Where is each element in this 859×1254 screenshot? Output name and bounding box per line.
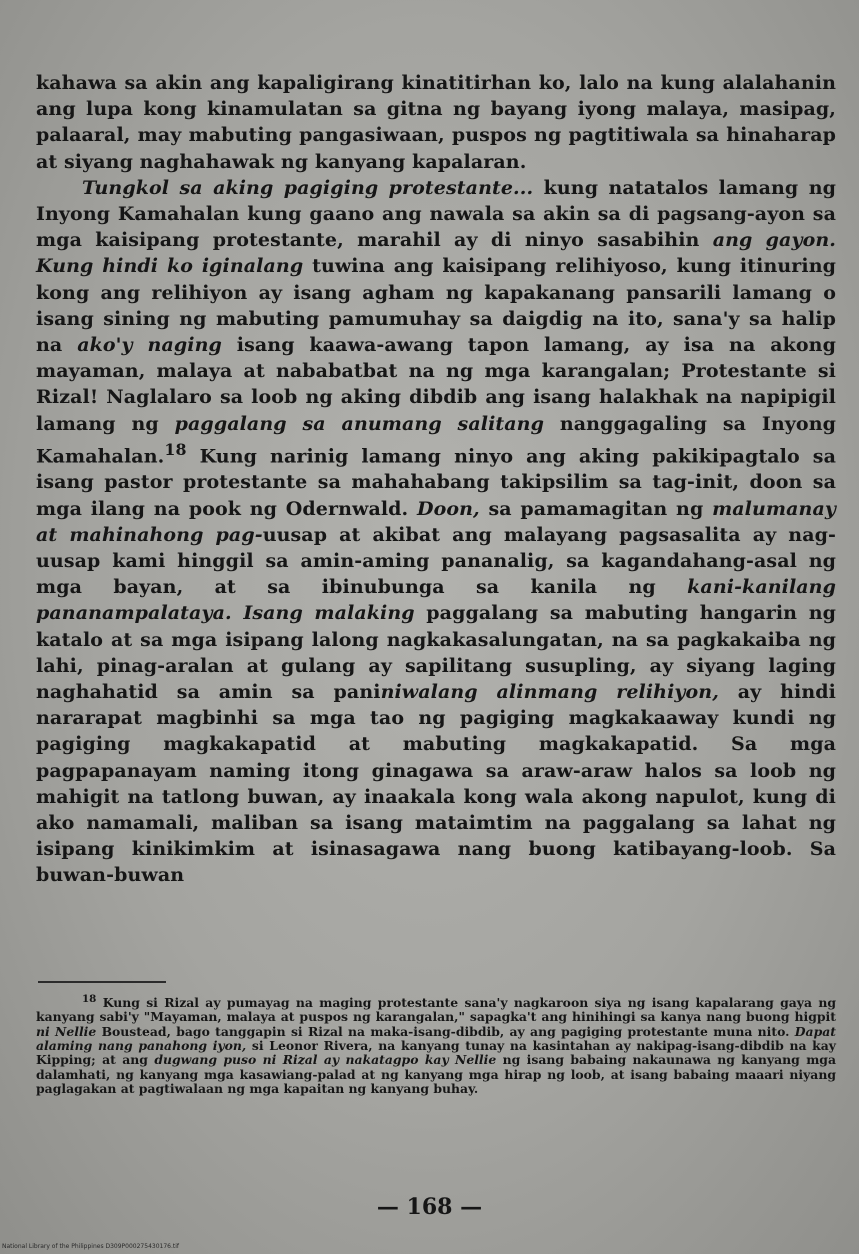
italic-span: dugwang puso ni Rizal ay nakatagpo kay Nellie bbox=[154, 1052, 497, 1068]
footnote bbox=[36, 992, 836, 1096]
footnote-marker: 18 bbox=[82, 993, 97, 1005]
text-span: uusap at akibat ang malayang pagsasalita ay nag-uusap kami hinggil sa amin-aming pananalig, sa kagandahang-asal ng mga bayan, at sa ibinubunga sa kanila ng bbox=[36, 523, 836, 599]
text-span: tuwina ang kaisipang relihiyoso, kung itinuring kong ang relihiyon ay isang agham ng kapakanang pansarili lamang o isang sining ng mabuting pamumuhay sa daigdig na ito, sana'y sa halip na bbox=[36, 255, 836, 357]
footnote-divider bbox=[38, 981, 166, 983]
page-number: — 168 — bbox=[376, 1194, 483, 1220]
paragraph-2 bbox=[36, 175, 836, 889]
footnote-18 bbox=[36, 992, 836, 1096]
text-span: Kung si Rizal ay pumayag na maging protestante sana'y nagkaroon siya ng isang kapalarang gaya ng kanyang sabi'y "Mayaman, malaya at puspos ng karangalan," sapagka't ang hinihingi sa kanya nang buong higpit bbox=[36, 995, 836, 1025]
text-span: kung natatalos lamang ng Inyong Kamahalan kung gaano ang nawala sa akin sa di pagsang-ayon sa mga kaisipang protestante, marahil ay di ninyo sasabihin bbox=[36, 176, 836, 252]
italic-span: ako'y naging bbox=[77, 334, 222, 357]
text-span: Boustead, bago tanggapin si Rizal na maka-isang-dibdib, ay ang pagiging protestante muna nito. bbox=[96, 1023, 795, 1039]
text-span: sa pamamagitan ng bbox=[479, 497, 713, 520]
text-span: paggalang sa mabuting hangarin ng katalo at sa mga isipang lalong nagkakasalungatan, na sa pagkakaiba ng lahi, pinag-aralan at gulang ay sapilitang susupling, ay siyang laging naghahatid sa amin sa pani bbox=[36, 602, 836, 703]
paragraph-1: kahawa sa akin ang kapaligirang kinatitirhan ko, lalo na kung alalahanin ang lupa kong kinamulatan sa gitna ng bayang iyong malaya, masipag, palaaral, may mabuting pangasiwaan, puspos ng pagtitiwala sa hinaharap at siyang naghahawak ng kanyang kapalaran. bbox=[36, 72, 836, 173]
text-span: Kung narinig lamang ninyo ang aking pakikipagtalo sa isang pastor protestante sa mahahabang takipsilim sa tag-init, doon sa mga ilang na pook ng Odernwald. bbox=[36, 445, 836, 520]
italic-span: ang gayon. Kung hindi ko iginalang bbox=[36, 229, 836, 278]
italic-span: Doon, bbox=[417, 497, 480, 520]
footnote-reference: 18 bbox=[164, 439, 187, 459]
text-span: si Leonor Rivera, na kanyang tunay na kasintahan ay nakipag-isang-dibdib na kay Kipping; at ang bbox=[36, 1038, 836, 1068]
text-span: isang kaawa-awang tapon lamang, ay isa na akong mayaman, malaya at nababatbat na ng mga karangalan; Protestante si Rizal! Naglalaro sa loob ng aking dibdib ang isang halakhak na napipigil lamang ng bbox=[36, 334, 836, 435]
italic-span: kani-kanilang pananampalataya. Isang malaking bbox=[36, 576, 836, 625]
text-span: ng isang babaing nakaunawa ng kanyang mga dalamhati, ng kanyang mga kasawiang-palad at ng kanyang mga hirap ng loob, at isang babaing maaari niyang paglagakan at pagtiwalaan ng mga kapaitan ng kanyang buhay. bbox=[36, 1052, 837, 1096]
italic-span: malumanay at mahinahong pag- bbox=[36, 497, 836, 546]
italic-span: niwalang alinmang relihiyon, bbox=[380, 681, 719, 703]
italic-span: Dapat alaming nang panahong iyon, bbox=[36, 1023, 836, 1054]
scan-credit: National Library of the Philippines D309P000275430176.tif bbox=[2, 1243, 180, 1250]
main-text bbox=[36, 70, 836, 889]
italic-span: Tungkol sa aking pagiging protestante... bbox=[82, 176, 534, 199]
text-span: ay hindi nararapat magbinhi sa mga tao ng pagiging magkakaaway kundi ng pagiging magkakapatid at mabuting magkakapatid. Sa mga pagpapanayam naming itong ginagawa sa araw-araw halos sa loob ng mahigit na tatlong buwan, ay inaakala kong wala akong napulot, kung di ako namamali, maliban sa isang mataimtim na paggalang sa lahat ng isipang kinikimkim at isinasagawa nang buong katibayang-loob. Sa buwan-buwan bbox=[36, 681, 836, 887]
italic-span: paggalang sa anumang salitang bbox=[174, 412, 544, 435]
text-span: nanggagaling sa Inyong Kamahalan. bbox=[36, 412, 836, 468]
italic-span: ni Nellie bbox=[36, 1023, 97, 1039]
